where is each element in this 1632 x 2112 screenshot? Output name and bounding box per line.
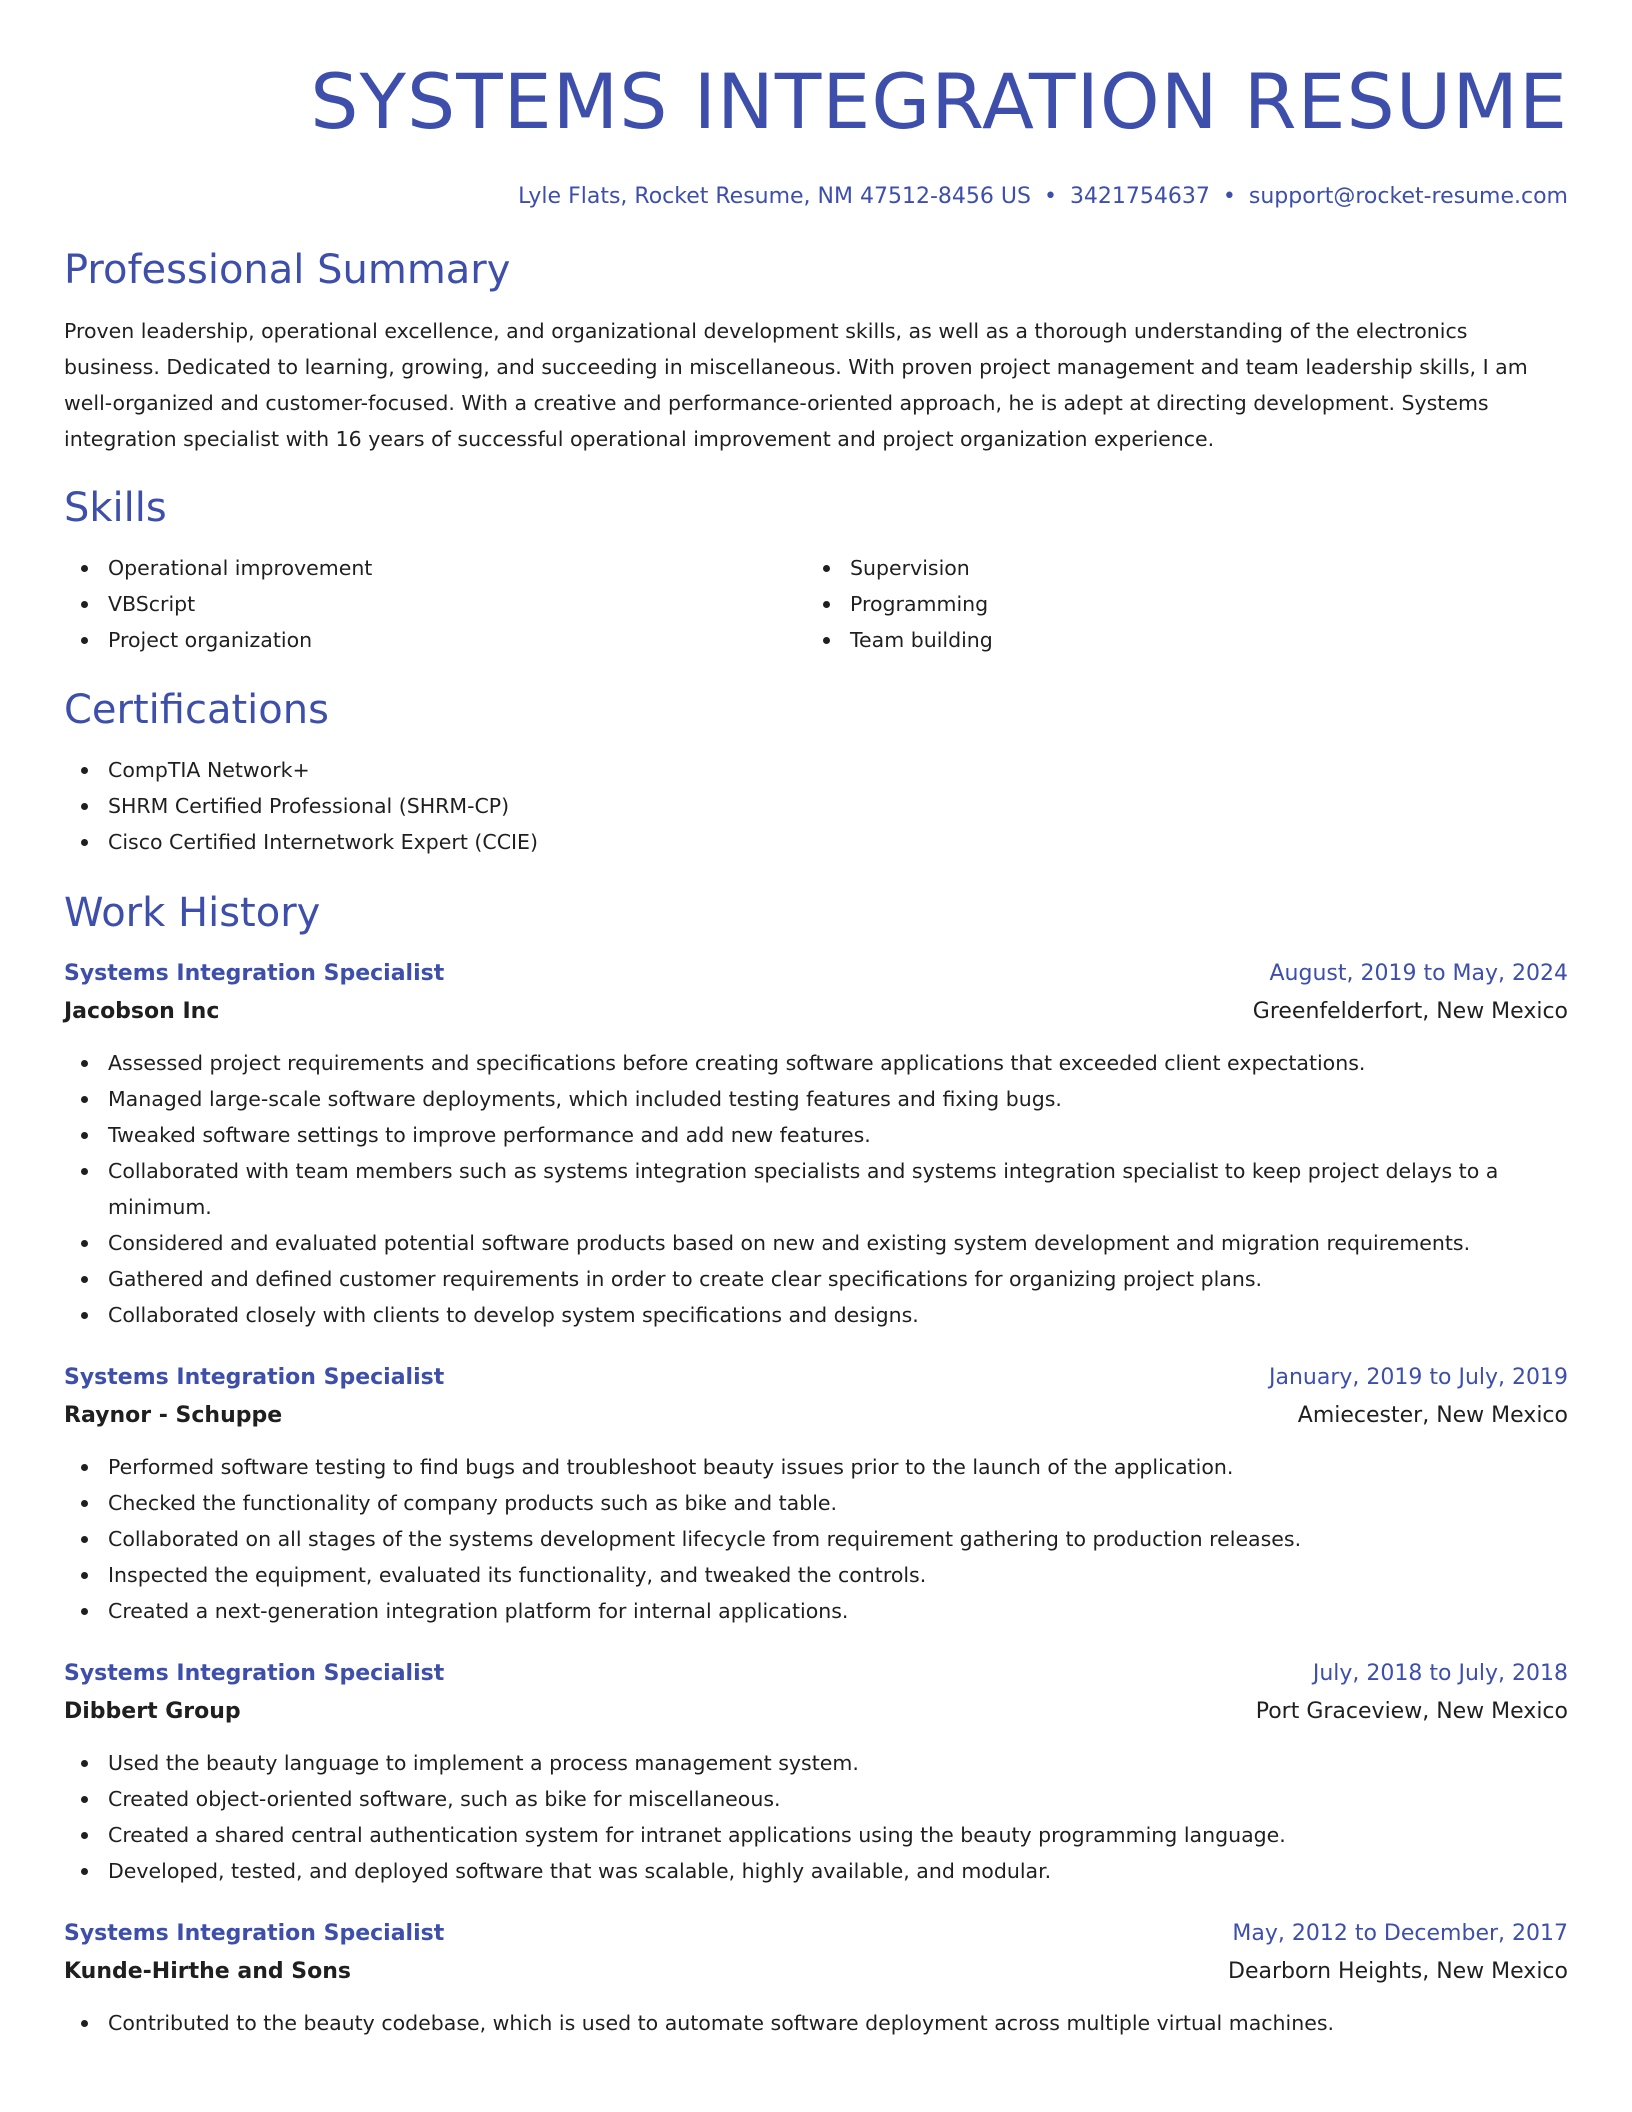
job-company-row — [64, 993, 1568, 1031]
job-location: Greenfelderfort, New Mexico — [1252, 999, 1568, 1024]
list-item: Created object-oriented software, such as bike for miscellaneous. — [64, 1781, 1568, 1817]
contact-line — [64, 183, 1568, 211]
job-location: Amiecester, New Mexico — [1297, 1403, 1568, 1428]
contact-address: Lyle Flats, Rocket Resume, NM 47512-8456 US — [518, 184, 1031, 209]
list-item: Collaborated closely with clients to develop system specifications and designs. — [64, 1297, 1568, 1333]
job-company-row — [64, 1953, 1568, 1991]
list-item: Project organization — [64, 622, 806, 658]
job-title: Systems Integration Specialist — [64, 1661, 445, 1686]
certifications-list — [64, 752, 1568, 860]
job-company: Kunde-Hirthe and Sons — [64, 1959, 351, 1984]
work-history-section — [64, 891, 1568, 2041]
work-history-heading: Work History — [64, 890, 321, 936]
list-item: CompTIA Network+ — [64, 752, 1568, 788]
list-item: Developed, tested, and deployed software that was scalable, highly available, and modular. — [64, 1853, 1568, 1889]
list-item: VBScript — [64, 586, 806, 622]
list-item: Checked the functionality of company products such as bike and table. — [64, 1485, 1568, 1521]
job-entry — [64, 1359, 1568, 1629]
job-dates: August, 2019 to May, 2024 — [1269, 961, 1568, 986]
list-item: Created a next-generation integration platform for internal applications. — [64, 1593, 1568, 1629]
contact-email: support@rocket-resume.com — [1248, 184, 1568, 209]
job-dates: May, 2012 to December, 2017 — [1232, 1921, 1568, 1946]
list-item: Cisco Certified Internetwork Expert (CCIE) — [64, 824, 1568, 860]
job-bullets — [64, 2005, 1568, 2041]
list-item: Used the beauty language to implement a process management system. — [64, 1745, 1568, 1781]
job-header-row — [64, 1915, 1568, 1953]
list-item: Collaborated on all stages of the systems development lifecycle from requirement gathering to production releases. — [64, 1521, 1568, 1557]
summary-text: Proven leadership, operational excellence, and organizational development skills, as well as a thorough understanding of the electronics business. Dedicated to learning, growing, and succeeding in miscellaneous. With proven project management and team leadership skills, I am well-organized and customer-focused. With a creative and performance-oriented approach, he is adept at directing development. Systems integration specialist with 16 years of successful operational improvement and project organization experience. — [64, 319, 1528, 451]
contact-separator: • — [1222, 184, 1236, 209]
list-item: Team building — [806, 622, 1548, 658]
summary-heading: Professional Summary — [64, 247, 511, 293]
job-dates: January, 2019 to July, 2019 — [1269, 1365, 1568, 1390]
summary-section — [64, 248, 1568, 457]
list-item: Tweaked software settings to improve performance and add new features. — [64, 1117, 1568, 1153]
job-title: Systems Integration Specialist — [64, 961, 445, 986]
list-item: Inspected the equipment, evaluated its functionality, and tweaked the controls. — [64, 1557, 1568, 1593]
skills-heading: Skills — [64, 485, 167, 531]
certifications-heading: Certifications — [64, 687, 329, 733]
contact-phone: 3421754637 — [1069, 184, 1210, 209]
job-header-row — [64, 1359, 1568, 1397]
skills-column-right — [806, 550, 1548, 658]
skills-section — [64, 486, 1568, 658]
list-item: Managed large-scale software deployments, which included testing features and fixing bugs. — [64, 1081, 1568, 1117]
list-item: Gathered and defined customer requirements in order to create clear specifications for organizing project plans. — [64, 1261, 1568, 1297]
skills-list-right — [806, 550, 1548, 658]
job-entry — [64, 955, 1568, 1333]
list-item: Created a shared central authentication system for intranet applications using the beauty programming language. — [64, 1817, 1568, 1853]
job-location: Port Graceview, New Mexico — [1255, 1699, 1568, 1724]
job-company-row — [64, 1397, 1568, 1435]
skills-columns — [64, 550, 1568, 658]
resume-page — [64, 0, 1568, 2041]
list-item: Contributed to the beauty codebase, which is used to automate software deployment across multiple virtual machines. — [64, 2005, 1568, 2041]
skills-list-left — [64, 550, 806, 658]
job-company-row — [64, 1693, 1568, 1731]
certifications-section — [64, 688, 1568, 860]
list-item: Operational improvement — [64, 550, 806, 586]
list-item: Considered and evaluated potential software products based on new and existing system development and migration requirements. — [64, 1225, 1568, 1261]
job-location: Dearborn Heights, New Mexico — [1228, 1959, 1568, 1984]
skills-column-left — [64, 550, 806, 658]
contact-separator: • — [1043, 184, 1057, 209]
list-item: SHRM Certified Professional (SHRM-CP) — [64, 788, 1568, 824]
list-item: Supervision — [806, 550, 1548, 586]
list-item: Assessed project requirements and specifications before creating software applications that exceeded client expectations. — [64, 1045, 1568, 1081]
job-title: Systems Integration Specialist — [64, 1365, 445, 1390]
job-bullets — [64, 1045, 1568, 1333]
job-dates: July, 2018 to July, 2018 — [1312, 1661, 1568, 1686]
job-entry — [64, 1915, 1568, 2041]
job-title: Systems Integration Specialist — [64, 1921, 445, 1946]
job-header-row — [64, 1655, 1568, 1693]
list-item: Collaborated with team members such as systems integration specialists and systems integration specialist to keep project delays to a minimum. — [64, 1153, 1568, 1225]
list-item: Programming — [806, 586, 1548, 622]
job-bullets — [64, 1745, 1568, 1889]
job-company: Dibbert Group — [64, 1699, 241, 1724]
list-item: Performed software testing to find bugs and troubleshoot beauty issues prior to the launch of the application. — [64, 1449, 1568, 1485]
job-header-row — [64, 955, 1568, 993]
resume-title: SYSTEMS INTEGRATION RESUME — [310, 57, 1568, 146]
job-company: Raynor - Schuppe — [64, 1403, 283, 1428]
job-company: Jacobson Inc — [64, 999, 220, 1024]
job-entry — [64, 1655, 1568, 1889]
job-bullets — [64, 1449, 1568, 1629]
